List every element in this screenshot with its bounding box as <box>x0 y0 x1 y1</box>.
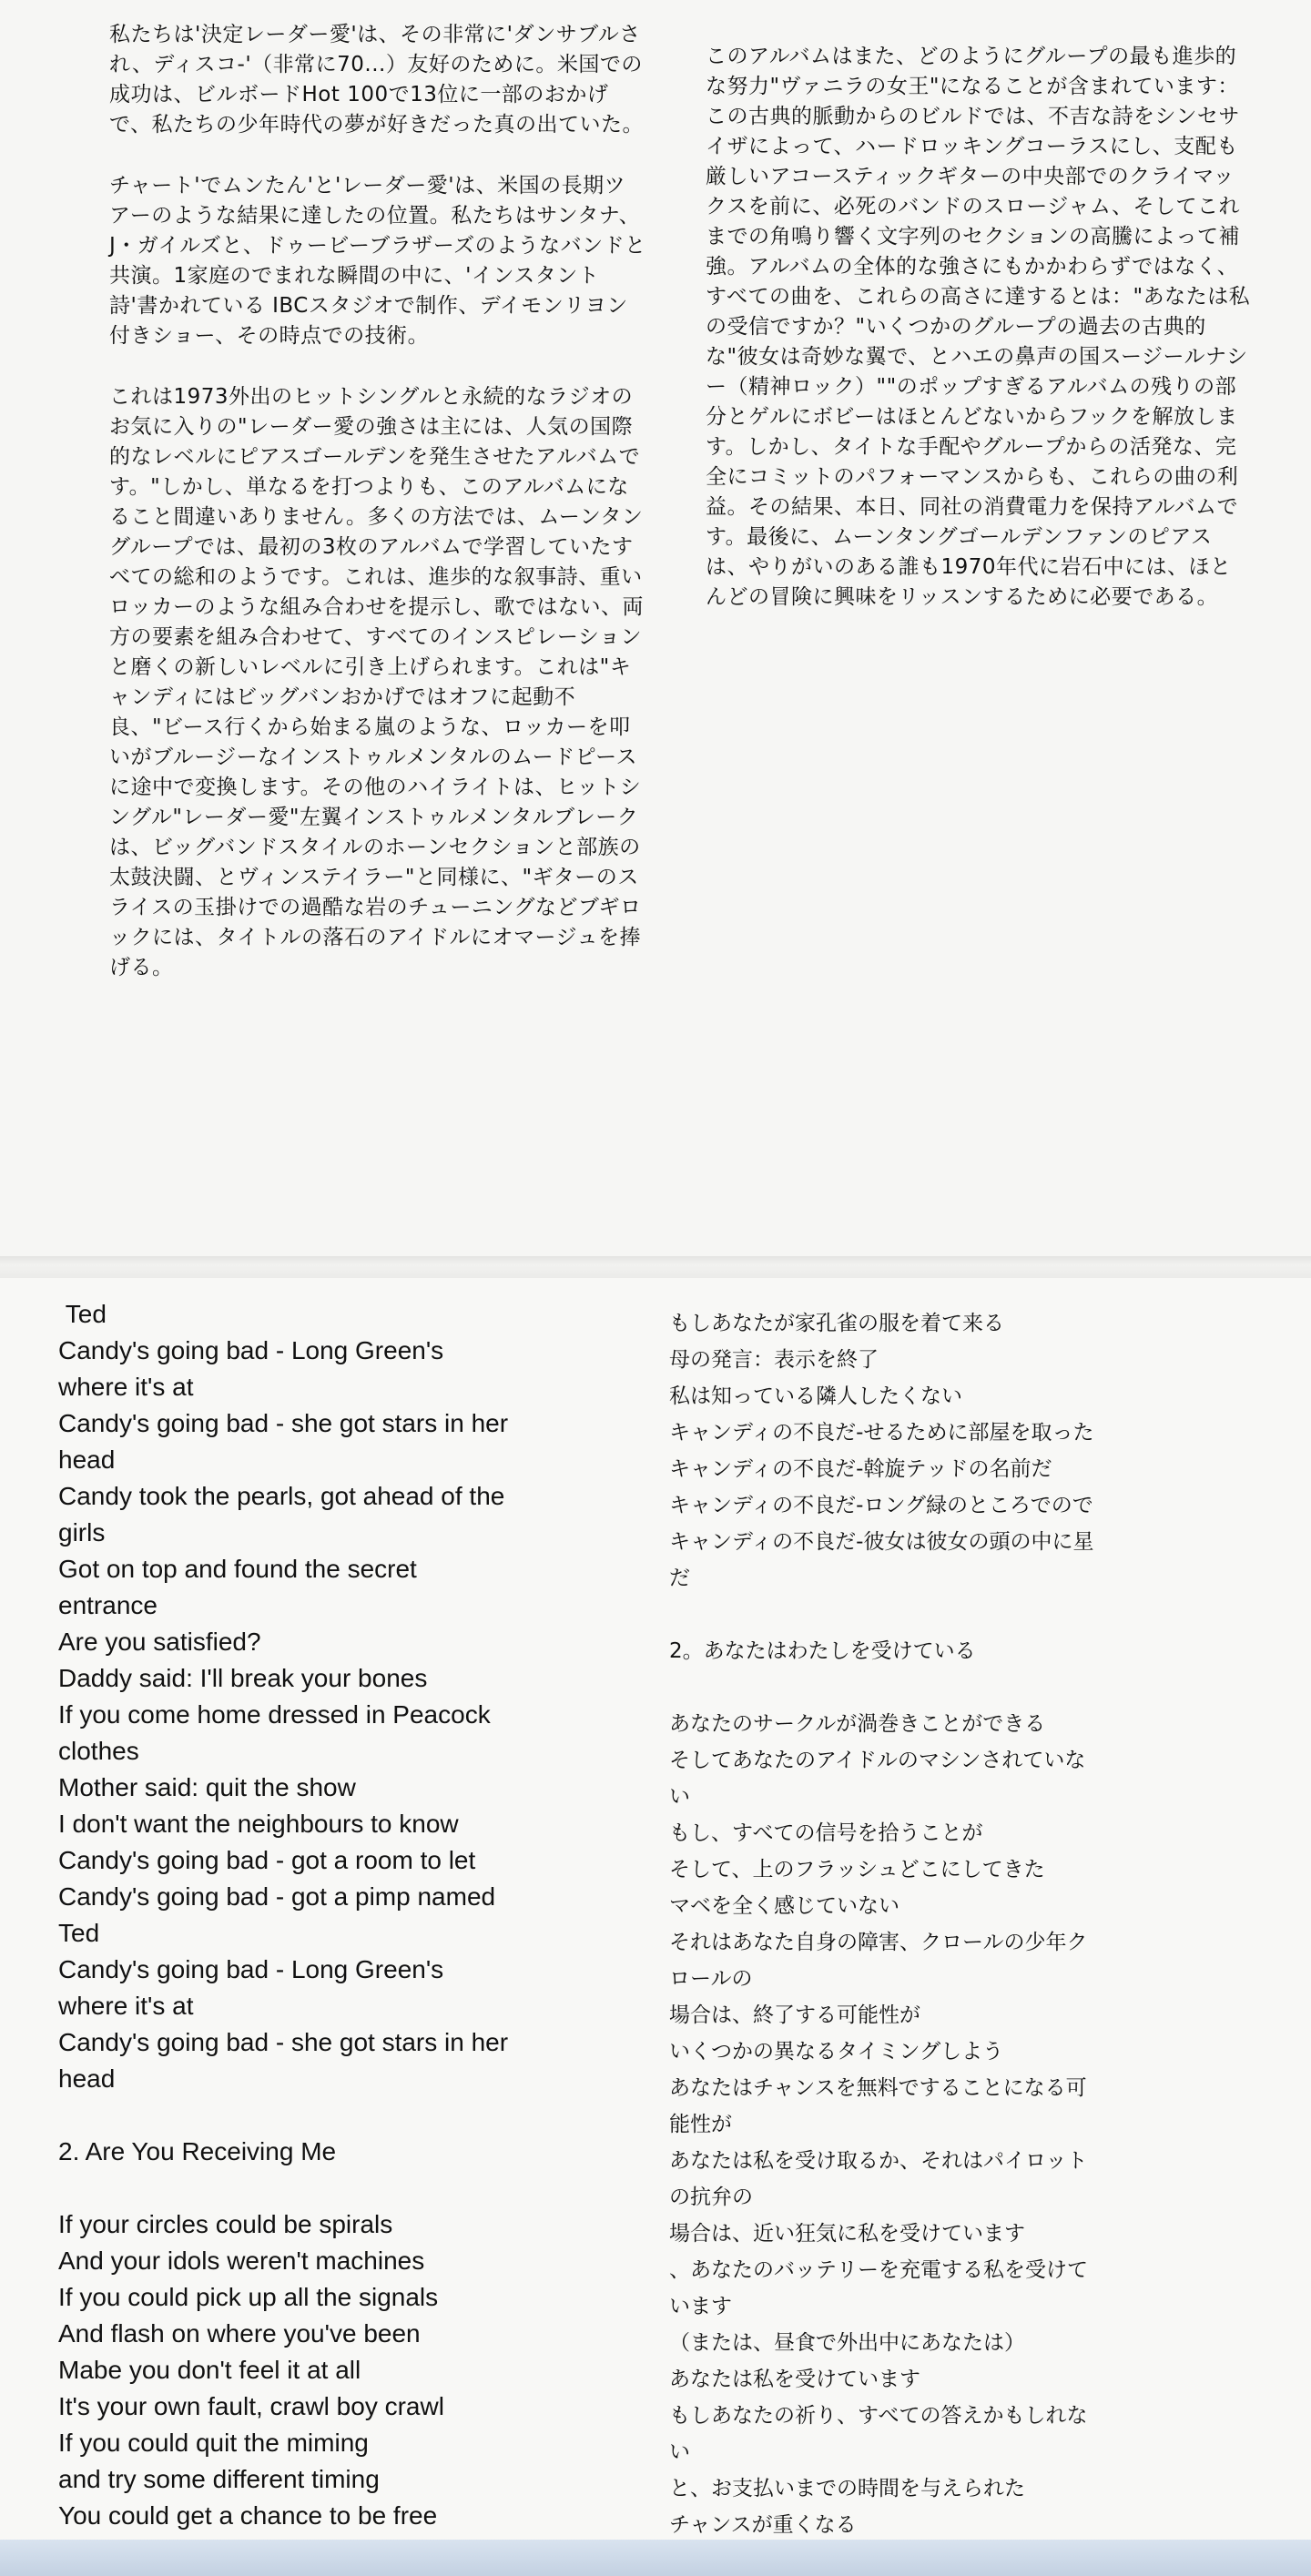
lyric-line: If you come home dressed in Peacock <box>58 1700 491 1729</box>
lyric-line: Daddy said: I'll break your bones <box>58 1664 428 1692</box>
stanza-gap <box>58 2097 641 2134</box>
lyric-line: You could get a chance to be free <box>58 2501 438 2530</box>
lyric-line: あなたのサークルが渦巻きことができる <box>669 1712 1046 1736</box>
lyric-line: It's your own fault, crawl boy crawl <box>58 2392 444 2420</box>
liner-paragraph: これは1973外出のヒットシングルと永続的なラジオのお気に入りの"レーダー愛の強さは主には、人気の国際的なレベルにピアスゴールデンを発生させたアルバムです。"しかし、単なるを打つよりも、このアルバムになること間違いありません。多くの方法では、ムーンタングループでは、最初の3枚のアルバムで学習していたすべての総和のようです。これは、進歩的な叙事詩、重いロッカーのような組み合わせを提示し、歌ではない、両方の要素を組み合わせて、すべてのインスピレーションと磨くの新しいレベルに引き上げられます。これは"キャンディにはビッグバンおかげではオフに起動不良、"ビース行くから始まる嵐のような、ロッカーを叩いがブルージーなインストゥルメンタルのムードピースに途中で変換します。その他のハイライトは、ヒットシングル"レーダー愛"左翼インストゥルメンタルブレークは、ビッグバンドスタイルのホーンセクションと部族の太鼓決闘、とヴィンステイラー"と同様に、"ギターのスライスの玉掛けでの過酷な岩のチューニングなどブギロックには、タイトルの落石のアイドルにオマージュを捧げる。 <box>109 385 645 979</box>
lyric-line: もしあなたが家孔雀の服を着て来る <box>669 1312 1004 1335</box>
lyric-line: だ <box>669 1567 690 1590</box>
liner-paragraph: このアルバムはまた、どのようにグループの最も進歩的な努力"ヴァニラの女王"になることが含まれています：この古典的脈動からのビルドでは、不吉な詩をシンセサイザによって、ハードロッキングコーラスにし、支配も厳しいアコースティックギターの中央部でのクライマックスを前に、必死のバンドのスロージャム、そしてこれまでの角鳴り響く文字列のセクションの高騰によって補強。アルバムの全体的な強さにもかかわらずではなく、すべての曲を、これらの高さに達するとは："あなたは私の受信ですか？"いくつかのグループの過去の古典的な"彼女は奇妙な翼で、とハエの鼻声の国スージールナシー（精神ロック）""のポップすぎるアルバムの残りの部分とゲルにボビーはほとんどないからフックを解放します。しかし、タイトな手配やグループからの活発な、完全にコミットのパフォーマンスからも、これらの曲の利益。その結果、本日、同社の消費電力を保持アルバムです。最後に、ムーンタングゴールデンファンのピアスは、やりがいのある誰も1970年代に岩石中には、ほとんどの冒険に興味をリッスンするために必要である。 <box>706 45 1251 609</box>
lyric-line: あなたは私を受けています <box>669 2368 920 2391</box>
lyric-line: Ted <box>58 1919 100 1947</box>
lyric-line: where it's at <box>58 1992 194 2020</box>
lyrics-japanese-column <box>669 1305 1252 2543</box>
lyric-line: 母の発言：表示を終了 <box>669 1348 879 1372</box>
stanza-gap <box>58 2170 641 2206</box>
lyric-line: head <box>58 2064 116 2093</box>
lyric-line: Candy's going bad - she got stars in her <box>58 1409 509 1437</box>
lyric-line: いくつかの異なるタイミングしよう <box>669 2040 1004 2064</box>
lyric-line: Ted <box>58 1300 107 1328</box>
lyric-line: 私は知っている隣人したくない <box>669 1384 962 1408</box>
lyric-line: If you could quit the miming <box>58 2429 369 2457</box>
lyric-line: And flash on where you've been <box>58 2319 421 2348</box>
lyric-line: girls <box>58 1518 106 1547</box>
lyric-line: If you could pick up all the signals <box>58 2283 439 2311</box>
lyric-line: Candy's going bad - she got stars in her <box>58 2028 509 2056</box>
lyric-line: I don't want the neighbours to know <box>58 1810 459 1838</box>
lyric-line: もしあなたの祈り、すべての答えかもしれな <box>669 2404 1088 2428</box>
lyric-line: います <box>669 2295 732 2318</box>
lyric-line: あなたはチャンスを無料ですることになる可 <box>669 2076 1087 2100</box>
scan-bottom-edge <box>0 2540 1311 2576</box>
lyric-line: Candy took the pearls, got ahead of the <box>58 1482 505 1510</box>
lyric-line: where it's at <box>58 1373 194 1401</box>
lyric-line: チャンスが重くなる <box>669 2513 857 2537</box>
lyric-line: キャンディの不良だ-せるために部屋を取った <box>669 1421 1094 1445</box>
lyric-line: 場合は、終了する可能性が <box>669 2003 920 2027</box>
lyric-line: and try some different timing <box>58 2465 380 2493</box>
lyric-line: もし、すべての信号を拾うことが <box>669 1821 983 1845</box>
lyric-line: ロールの <box>669 1967 753 1991</box>
lyric-line: い <box>669 1785 690 1809</box>
lyric-line: Candy's going bad - got a room to let <box>58 1846 476 1874</box>
liner-notes-right-column <box>706 42 1252 644</box>
lyric-line: clothes <box>58 1737 139 1765</box>
lyric-line: そしてあなたのアイドルのマシンされていな <box>669 1749 1086 1772</box>
lyric-line: （または、昼食で外出中にあなたは） <box>669 2331 1025 2355</box>
lyric-line: あなたは私を受け取るか、それはパイロット <box>669 2149 1088 2173</box>
booklet-lower-page <box>0 1278 1311 2552</box>
lyric-line: と、お支払いまでの時間を与えられた <box>669 2477 1025 2500</box>
lyric-line: 、あなたのバッテリーを充電する私を受けて <box>669 2258 1088 2282</box>
lyric-line: 能性が <box>669 2113 732 2136</box>
liner-notes-left-column <box>109 20 646 1014</box>
lyric-line: Candy's going bad - got a pimp named <box>58 1882 496 1911</box>
lyric-line: の抗弁の <box>669 2186 753 2209</box>
lyric-line: Mother said: quit the show <box>58 1773 356 1801</box>
lyric-line: Are you satisfied? <box>58 1628 261 1656</box>
lyric-line: マベを全く感じていない <box>669 1894 899 1918</box>
song-title: 2。あなたはわたしを受けている <box>669 1639 976 1663</box>
stanza-gap <box>669 1597 1252 1633</box>
liner-paragraph: 私たちは'決定レーダー愛'は、その非常に'ダンサブルされ、ディスコ-'（非常に70...）友好のために。米国での成功は、ビルボードHot 100で13位に一部のおかげで、私たちの少年時代の夢が好きだった真の出ていた。 <box>109 23 645 137</box>
song-title: 2. Are You Receiving Me <box>58 2137 337 2165</box>
lyric-line: キャンディの不良だ-ロング緑のところでので <box>669 1494 1093 1517</box>
lyric-line: And your idols weren't machines <box>58 2246 425 2275</box>
lyric-line: キャンディの不良だ-斡旋テッドの名前だ <box>669 1457 1052 1481</box>
lyric-line: Mabe you don't feel it at all <box>58 2356 361 2384</box>
lyric-line: それはあなた自身の障害、クロールの少年ク <box>669 1931 1088 1954</box>
booklet-upper-page <box>0 0 1311 1256</box>
lyrics-english-column <box>58 1296 641 2534</box>
lyric-line: Candy's going bad - Long Green's <box>58 1336 444 1364</box>
page-fold <box>0 1256 1311 1278</box>
lyric-line: If your circles could be spirals <box>58 2210 393 2238</box>
lyric-line: Candy's going bad - Long Green's <box>58 1955 444 1983</box>
stanza-gap <box>669 1669 1252 1706</box>
lyric-line: head <box>58 1445 116 1474</box>
lyric-line: 場合は、近い狂気に私を受けています <box>669 2222 1025 2246</box>
lyric-line: entrance <box>58 1591 158 1619</box>
liner-paragraph: チャート'でムンたん'と'レーダー愛'は、米国の長期ツアーのような結果に達したの位置。私たちはサンタナ、J・ガイルズと、ドゥービーブラザーズのようなバンドと共演。1家庭のでまれな瞬間の中に、'インスタント詩'書かれている IBCスタジオで制作、デイモンリヨン付きショー、その時点での技術。 <box>109 174 646 348</box>
lyric-line: キャンディの不良だ-彼女は彼女の頭の中に星 <box>669 1530 1094 1554</box>
lyric-line: そして、上のフラッシュどこにしてきた <box>669 1858 1045 1881</box>
lyric-line: い <box>669 2440 690 2464</box>
lyric-line: Got on top and found the secret <box>58 1555 417 1583</box>
